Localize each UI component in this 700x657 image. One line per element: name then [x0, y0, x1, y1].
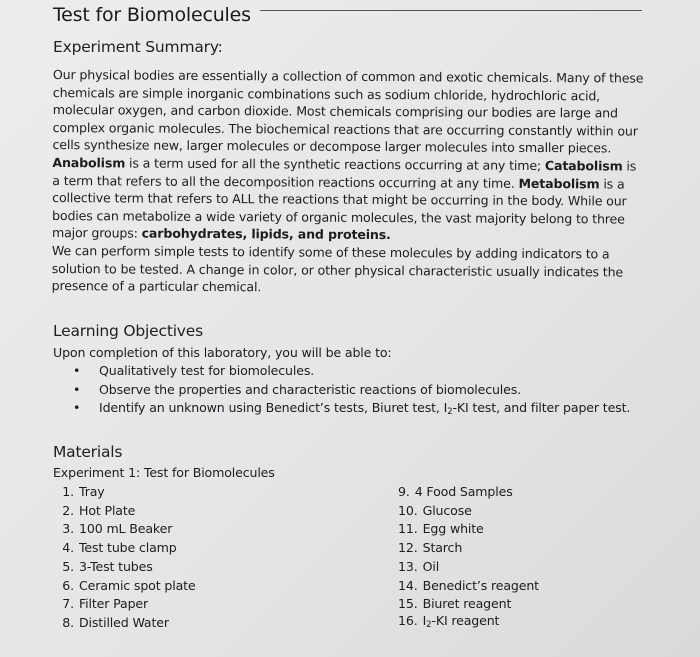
item-number: 14. [398, 577, 418, 593]
item-text: Hot Plate [79, 502, 136, 518]
item-number: 3. [62, 521, 74, 537]
summary-p1-d: is a collective term that refers to ALL the reactions that might be occurring in the body. While our bodies can metabolize a wide variety of organic molecules, the vast majority belong to three major groups: [51, 175, 627, 241]
materials-heading: Materials [53, 443, 123, 461]
list-item [50, 558, 196, 577]
biomolecule-groups: carbohydrates, lipids, and proteins. [141, 225, 391, 243]
list-item [53, 399, 630, 422]
objective-text: Qualitatively test for biomolecules. [99, 363, 315, 378]
list-item [398, 612, 499, 635]
subscript: 2 [426, 620, 432, 630]
list-item [53, 381, 630, 400]
item-text: I [422, 613, 427, 628]
item-text: Distilled Water [79, 614, 169, 630]
list-item [53, 362, 630, 381]
summary-text [52, 66, 648, 298]
objective-text: Observe the properties and characteristic reactions of biomolecules. [99, 381, 522, 397]
summary-heading: Experiment Summary: [53, 38, 223, 56]
materials-list-right-last [398, 612, 499, 635]
item-number: 5. [62, 558, 74, 574]
item-number: 9. [398, 484, 410, 499]
list-item [398, 483, 539, 502]
item-text: Benedict’s reagent [422, 577, 539, 593]
summary-p1-b: is a term used for all the synthetic reactions occurring at any time; [125, 155, 545, 173]
subscript: 2 [447, 407, 453, 417]
item-number: 13. [398, 558, 418, 574]
item-text: Starch [422, 540, 463, 556]
item-number: 10. [398, 502, 418, 518]
item-number: 6. [62, 577, 74, 593]
item-text: 3-Test tubes [79, 558, 153, 574]
item-text: Oil [422, 558, 440, 574]
list-item [398, 558, 539, 577]
list-item [398, 502, 539, 521]
objective-text: Identify an unknown using Benedict’s tests, Biuret test, I [99, 400, 448, 415]
list-item [50, 483, 196, 502]
item-text: -KI reagent [431, 613, 500, 628]
list-item [398, 539, 539, 558]
bullet: • [73, 381, 81, 397]
summary-paragraph-1 [52, 66, 648, 246]
materials-list-left [50, 483, 196, 633]
list-item [50, 520, 196, 539]
list-item [398, 520, 539, 539]
summary-p1-c: is a term that refers to all the decomposition reactions occurring at any time. [52, 158, 637, 191]
item-text: Tray [79, 484, 105, 499]
list-item [50, 614, 196, 633]
list-item [50, 595, 196, 614]
materials-list-right [398, 483, 539, 614]
catabolism-term: Catabolism [544, 157, 623, 174]
item-number: 11. [398, 521, 418, 537]
item-text: Egg white [422, 521, 484, 537]
item-number: 4. [62, 540, 74, 556]
item-text: Test tube clamp [79, 540, 177, 556]
item-number: 1. [62, 484, 74, 499]
item-number: 8. [62, 614, 74, 630]
objectives-intro: Upon completion of this laboratory, you will be able to: [53, 345, 392, 360]
summary-p1-a: Our physical bodies are essentially a collection of common and exotic chemicals. Many of these chemicals are simple inorganic combinations such as sodium chloride, hydrochloric acid, molecular oxygen, and carbon dioxide. Most chemicals comprising our bodies are large and complex organic molecules. The biochemical reactions that are occurring constantly within our cells synthesize new, larger molecules or decompose larger molecules into smaller pieces. [52, 66, 644, 156]
item-text: Glucose [422, 502, 472, 518]
bullet: • [73, 400, 81, 415]
materials-subheading: Experiment 1: Test for Biomolecules [53, 465, 275, 480]
list-item [50, 539, 196, 558]
objective-text: -KI test, and filter paper test. [452, 400, 631, 415]
objectives-heading: Learning Objectives [53, 322, 203, 340]
page-title: Test for Biomolecules [53, 4, 251, 26]
summary-paragraph-2: We can perform simple tests to identify some of these molecules by adding indicators to a solution to be tested. A change in color, or other physical characteristic usually indicates the presence of a particular chemical. [51, 242, 624, 295]
metabolism-term: Metabolism [518, 175, 600, 191]
bullet: • [73, 363, 81, 378]
item-text: Biuret reagent [422, 596, 512, 612]
item-number: 2. [62, 502, 74, 518]
list-item [50, 502, 196, 521]
list-item [398, 577, 539, 596]
item-number: 7. [62, 596, 74, 612]
anabolism-term: Anabolism [52, 154, 126, 171]
item-text: Filter Paper [79, 596, 149, 612]
item-number: 12. [398, 540, 418, 556]
item-text: Ceramic spot plate [79, 577, 196, 593]
item-number: 16. [398, 613, 418, 628]
item-text: 4 Food Samples [414, 484, 513, 499]
title-rule [260, 10, 642, 11]
item-number: 15. [398, 596, 418, 612]
item-text: 100 mL Beaker [79, 521, 173, 537]
list-item [50, 577, 196, 596]
objectives-list [53, 362, 630, 422]
